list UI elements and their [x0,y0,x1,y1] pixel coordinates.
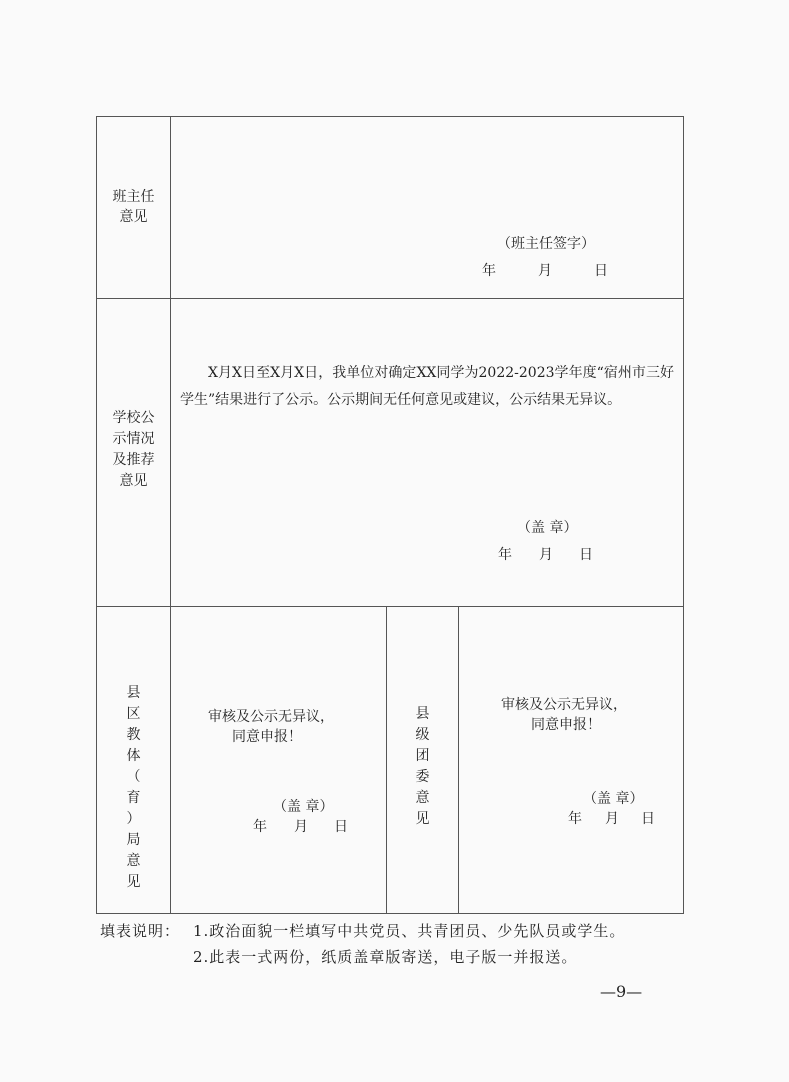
bottom-mid-divider-2 [458,606,459,914]
county-youth-date-day: 日 [641,811,655,827]
county-edu-label-char: ） [126,811,141,827]
table-bottom-border [96,913,684,914]
county-edu-label-char: 县 [126,685,141,701]
notes-prefix: 填表说明： [100,922,181,940]
county-edu-label [97,683,170,893]
county-edu-label-char: 教 [126,727,141,743]
teacher-signature-label: （班主任签字） [497,236,595,252]
label-column-divider [170,116,171,914]
school-seal-label: （盖 章） [517,520,578,536]
teacher-date-day: 日 [594,263,608,279]
county-youth-label [387,704,458,830]
county-youth-date-month: 月 [605,811,619,827]
county-youth-label-char: 意 [415,790,430,806]
school-label-line: 意见 [119,473,148,489]
county-edu-label-char: （ [126,769,141,785]
county-edu-label-char: 意 [126,853,141,869]
county-youth-opinion-line2: 同意申报！ [531,717,601,733]
school-label [97,408,170,492]
county-edu-seal-label: （盖 章） [273,799,334,815]
school-label-line: 学校公 [112,410,155,426]
row-divider-1 [96,298,684,299]
county-edu-date-day: 日 [334,819,348,835]
school-date-day: 日 [579,547,593,563]
notes-item-2: 2.此表一式两份，纸质盖章版寄送，电子版一并报送。 [193,948,578,966]
teacher-date-month: 月 [538,263,552,279]
teacher-label-line1: 班主任 [112,189,155,205]
county-edu-opinion-line2: 同意申报！ [232,729,302,745]
county-youth-seal-label: （盖 章） [583,791,644,807]
school-label-line: 及推荐 [112,452,155,468]
county-edu-date-month: 月 [294,819,308,835]
county-edu-label-char: 体 [126,748,141,764]
teacher-label-line2: 意见 [119,209,148,225]
notes-item-1: 1.政治面貌一栏填写中共党员、共青团员、少先队员或学生。 [193,922,626,940]
county-youth-date-year: 年 [568,811,582,827]
school-label-line: 示情况 [112,431,155,447]
county-youth-label-char: 级 [415,727,430,743]
page-number: —9— [600,982,643,1001]
county-edu-label-char: 育 [126,790,141,806]
school-date-year: 年 [498,547,512,563]
school-date-month: 月 [539,547,553,563]
county-edu-label-char: 区 [126,706,141,722]
county-edu-label-char: 见 [126,874,141,890]
county-youth-label-char: 团 [415,748,430,764]
county-edu-label-char: 局 [126,832,141,848]
school-publicity-paragraph: X月X日至X月X日，我单位对确定XX同学为2022-2023学年度“宿州市三好学生”结果进行了公示。公示期间无任何意见或建议，公示结果无异议。 [180,365,674,408]
county-youth-label-char: 委 [415,769,430,785]
county-youth-label-char: 见 [415,811,430,827]
row-divider-2 [96,606,684,607]
county-edu-date-year: 年 [253,819,267,835]
teacher-date-year: 年 [482,263,496,279]
county-youth-opinion-line1: 审核及公示无异议， [501,697,627,713]
county-edu-opinion-line1: 审核及公示无异议， [208,709,334,725]
county-youth-label-char: 县 [415,706,430,722]
table-top-border [96,116,684,117]
table-right-border [683,116,684,914]
